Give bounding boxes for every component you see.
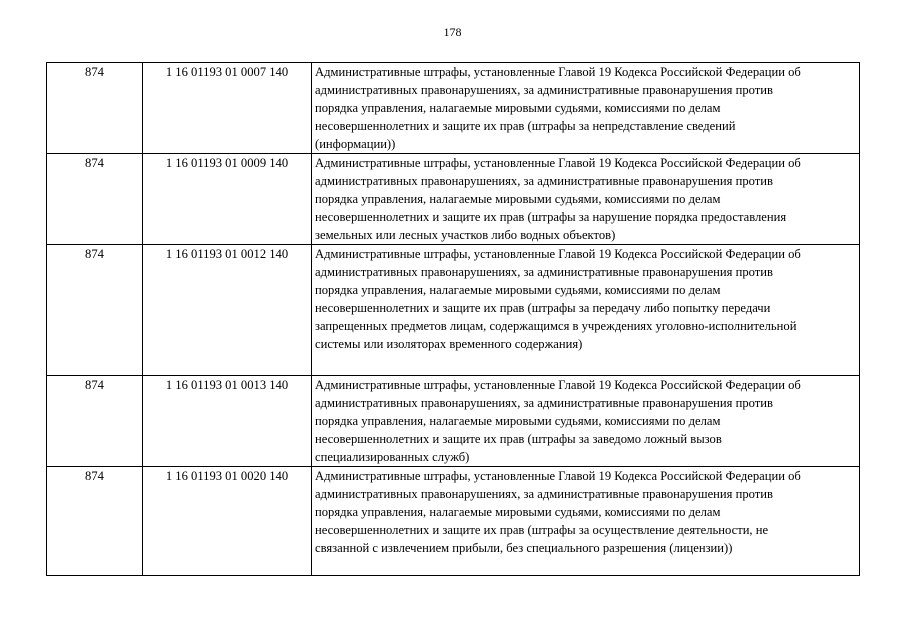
- description-line: административных правонарушениях, за административные правонарушения против: [315, 396, 773, 410]
- budget-code-cell: 1 16 01193 01 0013 140: [143, 376, 312, 467]
- description-line: административных правонарушениях, за административные правонарушения против: [315, 174, 773, 188]
- description-cell: [312, 467, 860, 576]
- admin-code-cell: 874: [47, 154, 143, 245]
- table-row: [47, 467, 860, 576]
- description-line: несовершеннолетних и защите их прав (штрафы за нарушение порядка предоставления: [315, 210, 787, 224]
- description-line: запрещенных предметов лицам, содержащимся в учреждениях уголовно-исполнительной: [315, 319, 797, 333]
- description-line: земельных или лесных участков либо водных объектов): [315, 228, 616, 242]
- admin-code-cell: 874: [47, 467, 143, 576]
- description-line: административных правонарушениях, за административные правонарушения против: [315, 265, 773, 279]
- budget-code-cell: 1 16 01193 01 0012 140: [143, 245, 312, 376]
- description-line: Административные штрафы, установленные Главой 19 Кодекса Российской Федерации об: [315, 156, 801, 170]
- description-line: (информации)): [315, 137, 396, 151]
- budget-code-cell: 1 16 01193 01 0020 140: [143, 467, 312, 576]
- admin-code-cell: 874: [47, 245, 143, 376]
- description-line: Административные штрафы, установленные Главой 19 Кодекса Российской Федерации об: [315, 378, 801, 392]
- description-line: специализированных служб): [315, 450, 470, 464]
- description-line: административных правонарушениях, за административные правонарушения против: [315, 487, 773, 501]
- description-line: Административные штрафы, установленные Главой 19 Кодекса Российской Федерации об: [315, 247, 801, 261]
- table-row: [47, 376, 860, 467]
- description-cell: [312, 245, 860, 376]
- description-line: порядка управления, налагаемые мировыми судьями, комиссиями по делам: [315, 101, 721, 115]
- description-cell: [312, 154, 860, 245]
- page-number: 178: [443, 25, 462, 39]
- budget-code-table: [46, 62, 860, 576]
- description-line: порядка управления, налагаемые мировыми судьями, комиссиями по делам: [315, 505, 721, 519]
- description-cell: [312, 376, 860, 467]
- table-row: [47, 63, 860, 154]
- table-row: [47, 245, 860, 376]
- description-line: системы или изоляторах временного содержания): [315, 337, 583, 351]
- description-line: административных правонарушениях, за административные правонарушения против: [315, 83, 773, 97]
- description-line: несовершеннолетних и защите их прав (штрафы за непредставление сведений: [315, 119, 736, 133]
- table-row: [47, 154, 860, 245]
- description-line: порядка управления, налагаемые мировыми судьями, комиссиями по делам: [315, 283, 721, 297]
- budget-code-cell: 1 16 01193 01 0009 140: [143, 154, 312, 245]
- description-line: несовершеннолетних и защите их прав (штрафы за осуществление деятельности, не: [315, 523, 769, 537]
- description-line: Административные штрафы, установленные Главой 19 Кодекса Российской Федерации об: [315, 65, 801, 79]
- description-line: порядка управления, налагаемые мировыми судьями, комиссиями по делам: [315, 192, 721, 206]
- admin-code-cell: 874: [47, 376, 143, 467]
- description-cell: [312, 63, 860, 154]
- description-line: несовершеннолетних и защите их прав (штрафы за передачу либо попытку передачи: [315, 301, 771, 315]
- description-line: Административные штрафы, установленные Главой 19 Кодекса Российской Федерации об: [315, 469, 801, 483]
- admin-code-cell: 874: [47, 63, 143, 154]
- description-line: связанной с извлечением прибыли, без специального разрешения (лицензии)): [315, 541, 733, 555]
- description-line: порядка управления, налагаемые мировыми судьями, комиссиями по делам: [315, 414, 721, 428]
- description-line: несовершеннолетних и защите их прав (штрафы за заведомо ложный вызов: [315, 432, 722, 446]
- budget-code-cell: 1 16 01193 01 0007 140: [143, 63, 312, 154]
